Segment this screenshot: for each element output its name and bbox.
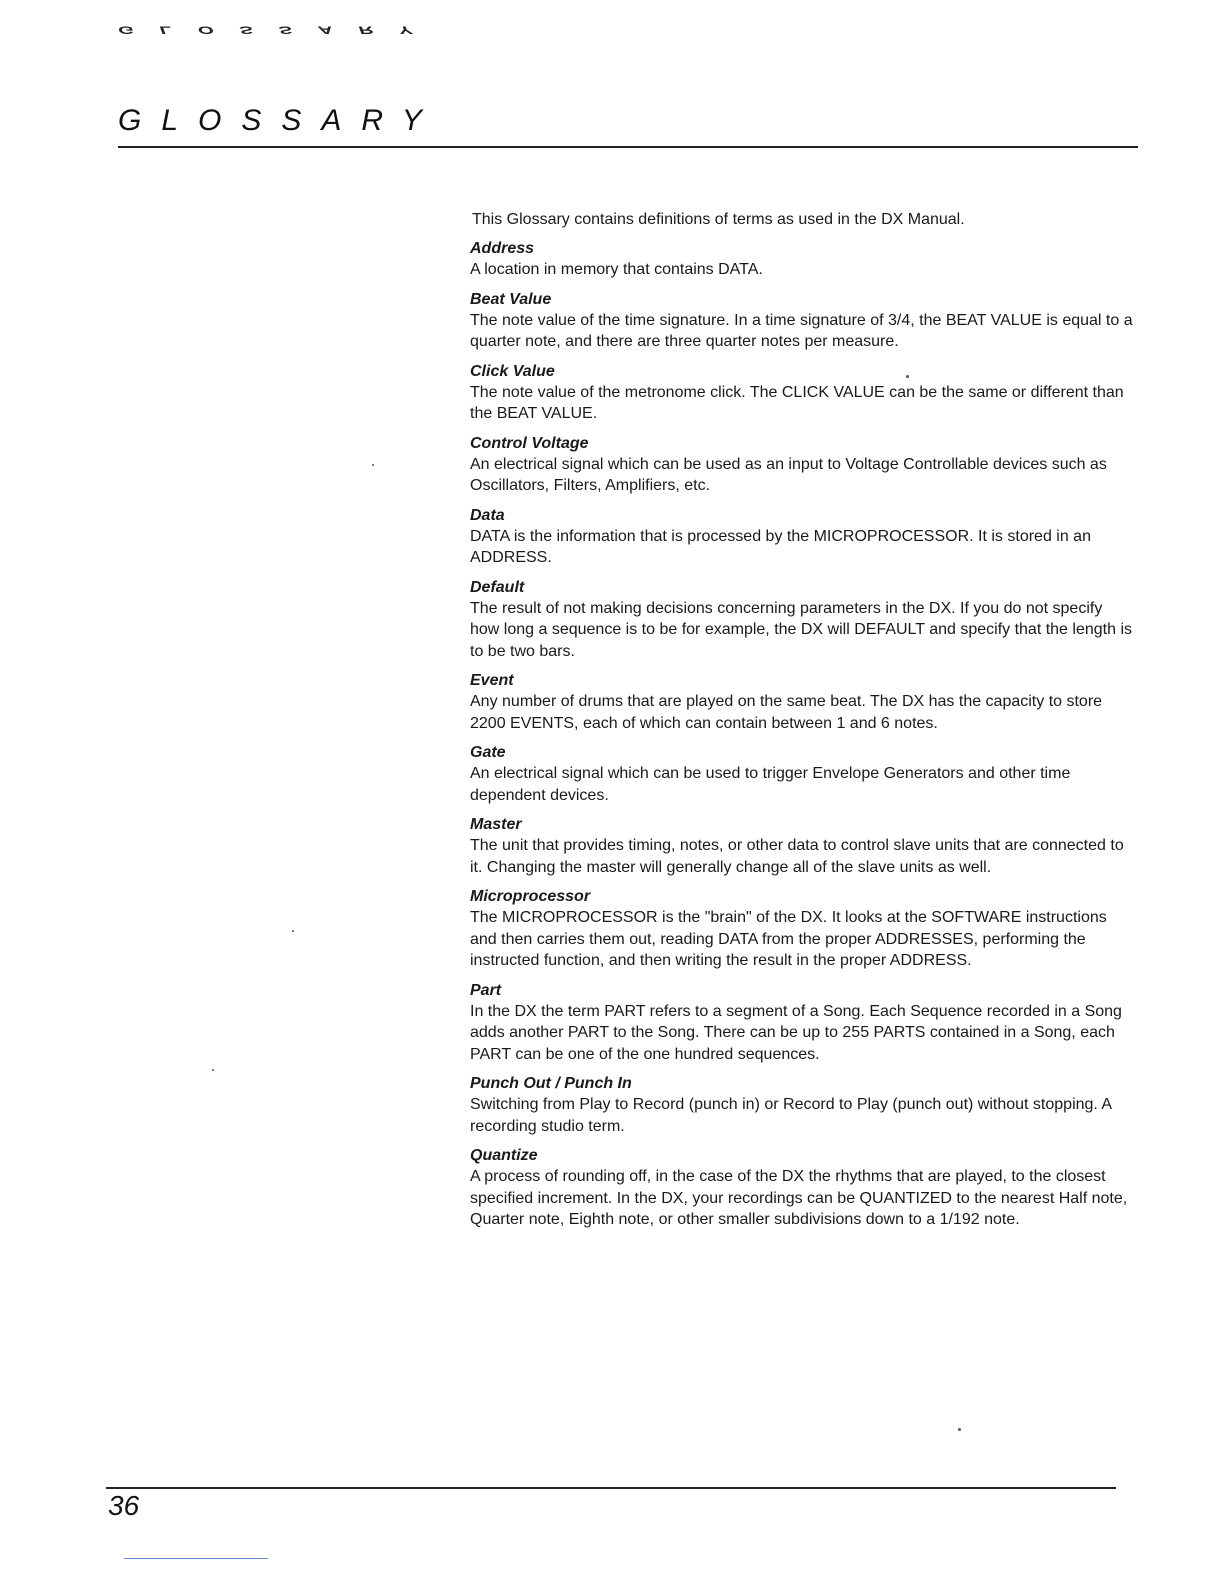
- scan-speck: [292, 930, 294, 932]
- glossary-definition: The note value of the time signature. In a time signature of 3/4, the BEAT VALUE is equal to a quarter note, and there are three quarter notes per measure.: [470, 311, 1133, 350]
- glossary-definition: The note value of the metronome click. The CLICK VALUE can be the same or different than the BEAT VALUE.: [470, 383, 1124, 422]
- scan-speck: [958, 1428, 961, 1431]
- page-title: GLOSSARY: [118, 104, 442, 137]
- glossary-entry-punch-out-punch-in: [470, 1074, 1140, 1137]
- glossary-term: Gate: [470, 744, 506, 761]
- glossary-definition: Any number of drums that are played on the same beat. The DX has the capacity to store 2200 EVENTS, each of which can contain between 1 and 6 notes.: [470, 693, 1103, 732]
- glossary-term: Address: [470, 240, 535, 257]
- title-rule: [118, 146, 1138, 148]
- glossary-term: Click Value: [470, 362, 555, 380]
- glossary-term: Event: [470, 672, 514, 689]
- glossary-term: Quantize: [470, 1147, 538, 1164]
- glossary-definition: The MICROPROCESSOR is the "brain" of the DX. It looks at the SOFTWARE instructions and then carries them out, reading DATA from the proper ADDRESSES, performing the instructed function, and then writing the result in the proper ADDRESS.: [470, 909, 1107, 969]
- glossary-entry-beat-value: [470, 290, 1140, 353]
- glossary-definition: A location in memory that contains DATA.: [470, 261, 763, 278]
- glossary-entry-control-voltage: [470, 434, 1140, 497]
- glossary-term: Punch Out / Punch In: [470, 1075, 632, 1092]
- glossary-term: Data: [470, 506, 505, 524]
- page-number: 36: [108, 1490, 140, 1521]
- scan-speck: [906, 375, 909, 378]
- scan-speck: [372, 464, 374, 466]
- glossary-definition: In the DX the term PART refers to a segment of a Song. Each Sequence recorded in a Song adds another PART to the Song. There can be up to 255 PARTS contained in a Song, each PART can be one of the one hundred sequences.: [470, 1002, 1122, 1063]
- glossary-entry-master: [470, 815, 1140, 878]
- glossary-definition: An electrical signal which can be used to trigger Envelope Generators and other time dependent devices.: [470, 765, 1071, 804]
- glossary-term: Default: [470, 578, 525, 596]
- glossary-definition: The result of not making decisions concerning parameters in the DX. If you do not specify how long a sequence is to be for example, the DX will DEFAULT and specify that the length is to be two bars.: [470, 599, 1132, 660]
- glossary-entry-event: [470, 671, 1140, 734]
- glossary-entry-part: [470, 981, 1140, 1066]
- glossary-entry-click-value: [470, 362, 1140, 425]
- glossary-term: Microprocessor: [470, 888, 591, 905]
- glossary-entry-address: [470, 239, 1140, 281]
- glossary-term: Beat Value: [470, 290, 552, 308]
- glossary-term: Master: [470, 816, 522, 833]
- glossary-intro: This Glossary contains definitions of terms as used in the DX Manual.: [472, 211, 965, 228]
- glossary-content: [470, 209, 1140, 1240]
- footer-rule: [106, 1487, 1116, 1489]
- glossary-entry-data: [470, 506, 1140, 569]
- glossary-entry-microprocessor: [470, 887, 1140, 972]
- glossary-definition: The unit that provides timing, notes, or other data to control slave units that are connected to it. Changing the master will generally change all of the slave units as well.: [470, 837, 1124, 876]
- glossary-definition: A process of rounding off, in the case of the DX the rhythms that are played, to the closest specified increment. In the DX, your recordings can be QUANTIZED to the nearest Half note, Quarter note, Eighth note, or other smaller subdivisions down to a 1/192 note.: [470, 1168, 1128, 1228]
- bottom-edge-line: [124, 1558, 268, 1559]
- scan-speck: [212, 1069, 214, 1071]
- glossary-definition: An electrical signal which can be used as an input to Voltage Controllable devices such as Oscillators, Filters, Amplifiers, etc.: [470, 455, 1107, 494]
- glossary-definition: Switching from Play to Record (punch in) or Record to Play (punch out) without stopping. A recording studio term.: [470, 1096, 1112, 1135]
- glossary-definition: DATA is the information that is processed by the MICROPROCESSOR. It is stored in an ADDRESS.: [470, 527, 1091, 566]
- running-head-bleedthrough: GLOSSARY: [118, 23, 438, 36]
- glossary-entry-quantize: [470, 1146, 1140, 1231]
- glossary-entry-default: [470, 578, 1140, 663]
- glossary-entry-gate: [470, 743, 1140, 806]
- glossary-term: Control Voltage: [470, 434, 589, 452]
- glossary-term: Part: [470, 981, 502, 999]
